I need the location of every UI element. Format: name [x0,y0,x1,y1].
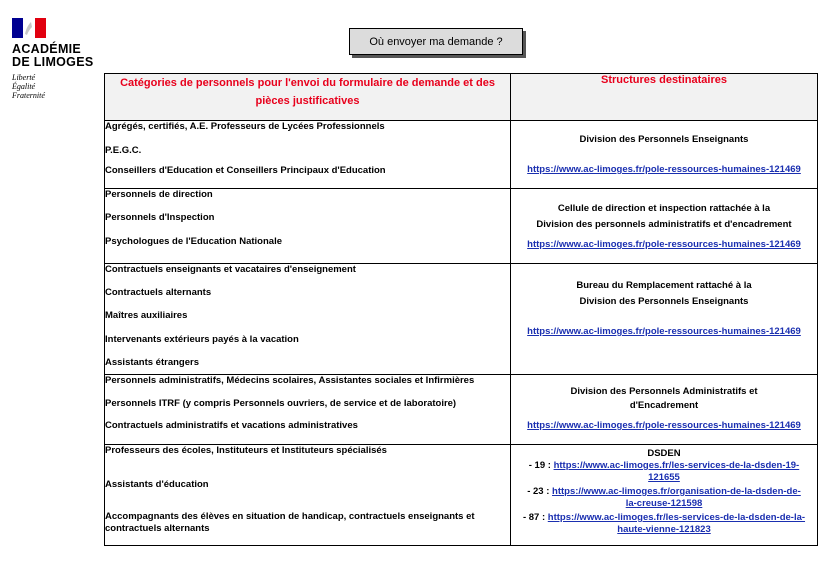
table-header-row [105,74,818,121]
destination-link[interactable]: https://www.ac-limoges.fr/pole-ressources-humaines-121469 [527,326,801,337]
table-row [105,121,818,189]
table-row [105,375,818,445]
dsden-87-entry: - 87 : https://www.ac-limoges.fr/les-services-de-la-dsden-de-la- [522,512,806,523]
destination-cell: DSDEN - 19 : https://www.ac-limoges.fr/les-services-de-la-dsden-19- 121655 - 23 : https://www.ac-limoges.fr/organisation-de-la-dsden-de- la-creuse-121598 - 87 : https://www.ac-limoges.fr/les-services-de-la-dsden-de-la- haute-vienne-121823 [511,445,818,546]
dsden-87-link-cont[interactable]: haute-vienne-121823 [617,524,711,535]
dsden-19-link[interactable]: https://www.ac-limoges.fr/les-services-de-la-dsden-19- [553,460,800,471]
categories-cell: Contractuels enseignants et vacataires d'enseignement Contractuels alternants Maîtres auxiliaires Intervenants extérieurs payés à la vacation Assistants étrangers [105,264,511,375]
dsden-23-link[interactable]: https://www.ac-limoges.fr/organisation-de-la-dsden-de- [552,486,801,497]
table-row [105,189,818,264]
categories-cell: Agrégés, certifiés, A.E. Professeurs de Lycées Professionnels P.E.G.C. Conseillers d'Education et Conseillers Principaux d'Education [105,121,511,189]
destination-link[interactable]: https://www.ac-limoges.fr/pole-ressources-humaines-121469 [527,420,801,431]
destination-link[interactable]: https://www.ac-limoges.fr/pole-ressources-humaines-121469 [527,164,801,175]
destination-link[interactable]: https://www.ac-limoges.fr/pole-ressources-humaines-121469 [527,239,801,250]
where-to-send-button[interactable]: Où envoyer ma demande ? [349,28,523,55]
dsden-23-entry: - 23 : https://www.ac-limoges.fr/organisation-de-la-dsden-de- [527,486,801,497]
dsden-19-entry: - 19 : https://www.ac-limoges.fr/les-services-de-la-dsden-19- [528,460,800,471]
categories-cell: Professeurs des écoles, Instituteurs et Instituteurs spécialisés Assistants d'éducation Accompagnants des élèves en situation de handicap, contractuels enseignants et contractuels alternants [105,445,511,546]
dsden-19-link-cont[interactable]: 121655 [648,472,680,483]
marianne-flag-icon [12,18,46,38]
categories-cell: Personnels administratifs, Médecins scolaires, Assistantes sociales et Infirmières Personnels ITRF (y compris Personnels ouvriers, de service et de laboratoire) Contractuels administratifs et vacations administratives [105,375,511,445]
categories-header: Catégories de personnels pour l'envoi du formulaire de demande et des pièces justificatives [105,74,511,121]
academie-name: ACADÉMIE DE LIMOGES [12,42,94,69]
destination-cell: Cellule de direction et inspection rattachée à la Division des personnels administratifs et d'encadrement https://www.ac-limoges.fr/pole-ressources-humaines-121469 [511,189,818,264]
destination-cell: Division des Personnels Administratifs et d'Encadrement https://www.ac-limoges.fr/pole-ressources-humaines-121469 [511,375,818,445]
destination-cell: Bureau du Remplacement rattaché à la Division des Personnels Enseignants https://www.ac-limoges.fr/pole-ressources-humaines-121469 [511,264,818,375]
dsden-87-link[interactable]: https://www.ac-limoges.fr/les-services-de-la-dsden-de-la- [547,512,806,523]
categories-cell: Personnels de direction Personnels d'Inspection Psychologues de l'Education Nationale [105,189,511,264]
dsden-23-link-cont[interactable]: la-creuse-121598 [625,498,703,509]
destinations-header: Structures destinataires [511,74,818,121]
table-row [105,445,818,546]
academie-logo [12,18,112,100]
destination-cell: Division des Personnels Enseignants https://www.ac-limoges.fr/pole-ressources-humaines-121469 [511,121,818,189]
destination-table [104,73,818,546]
table-row [105,264,818,375]
republic-motto: Liberté Égalité Fraternité [12,73,45,100]
